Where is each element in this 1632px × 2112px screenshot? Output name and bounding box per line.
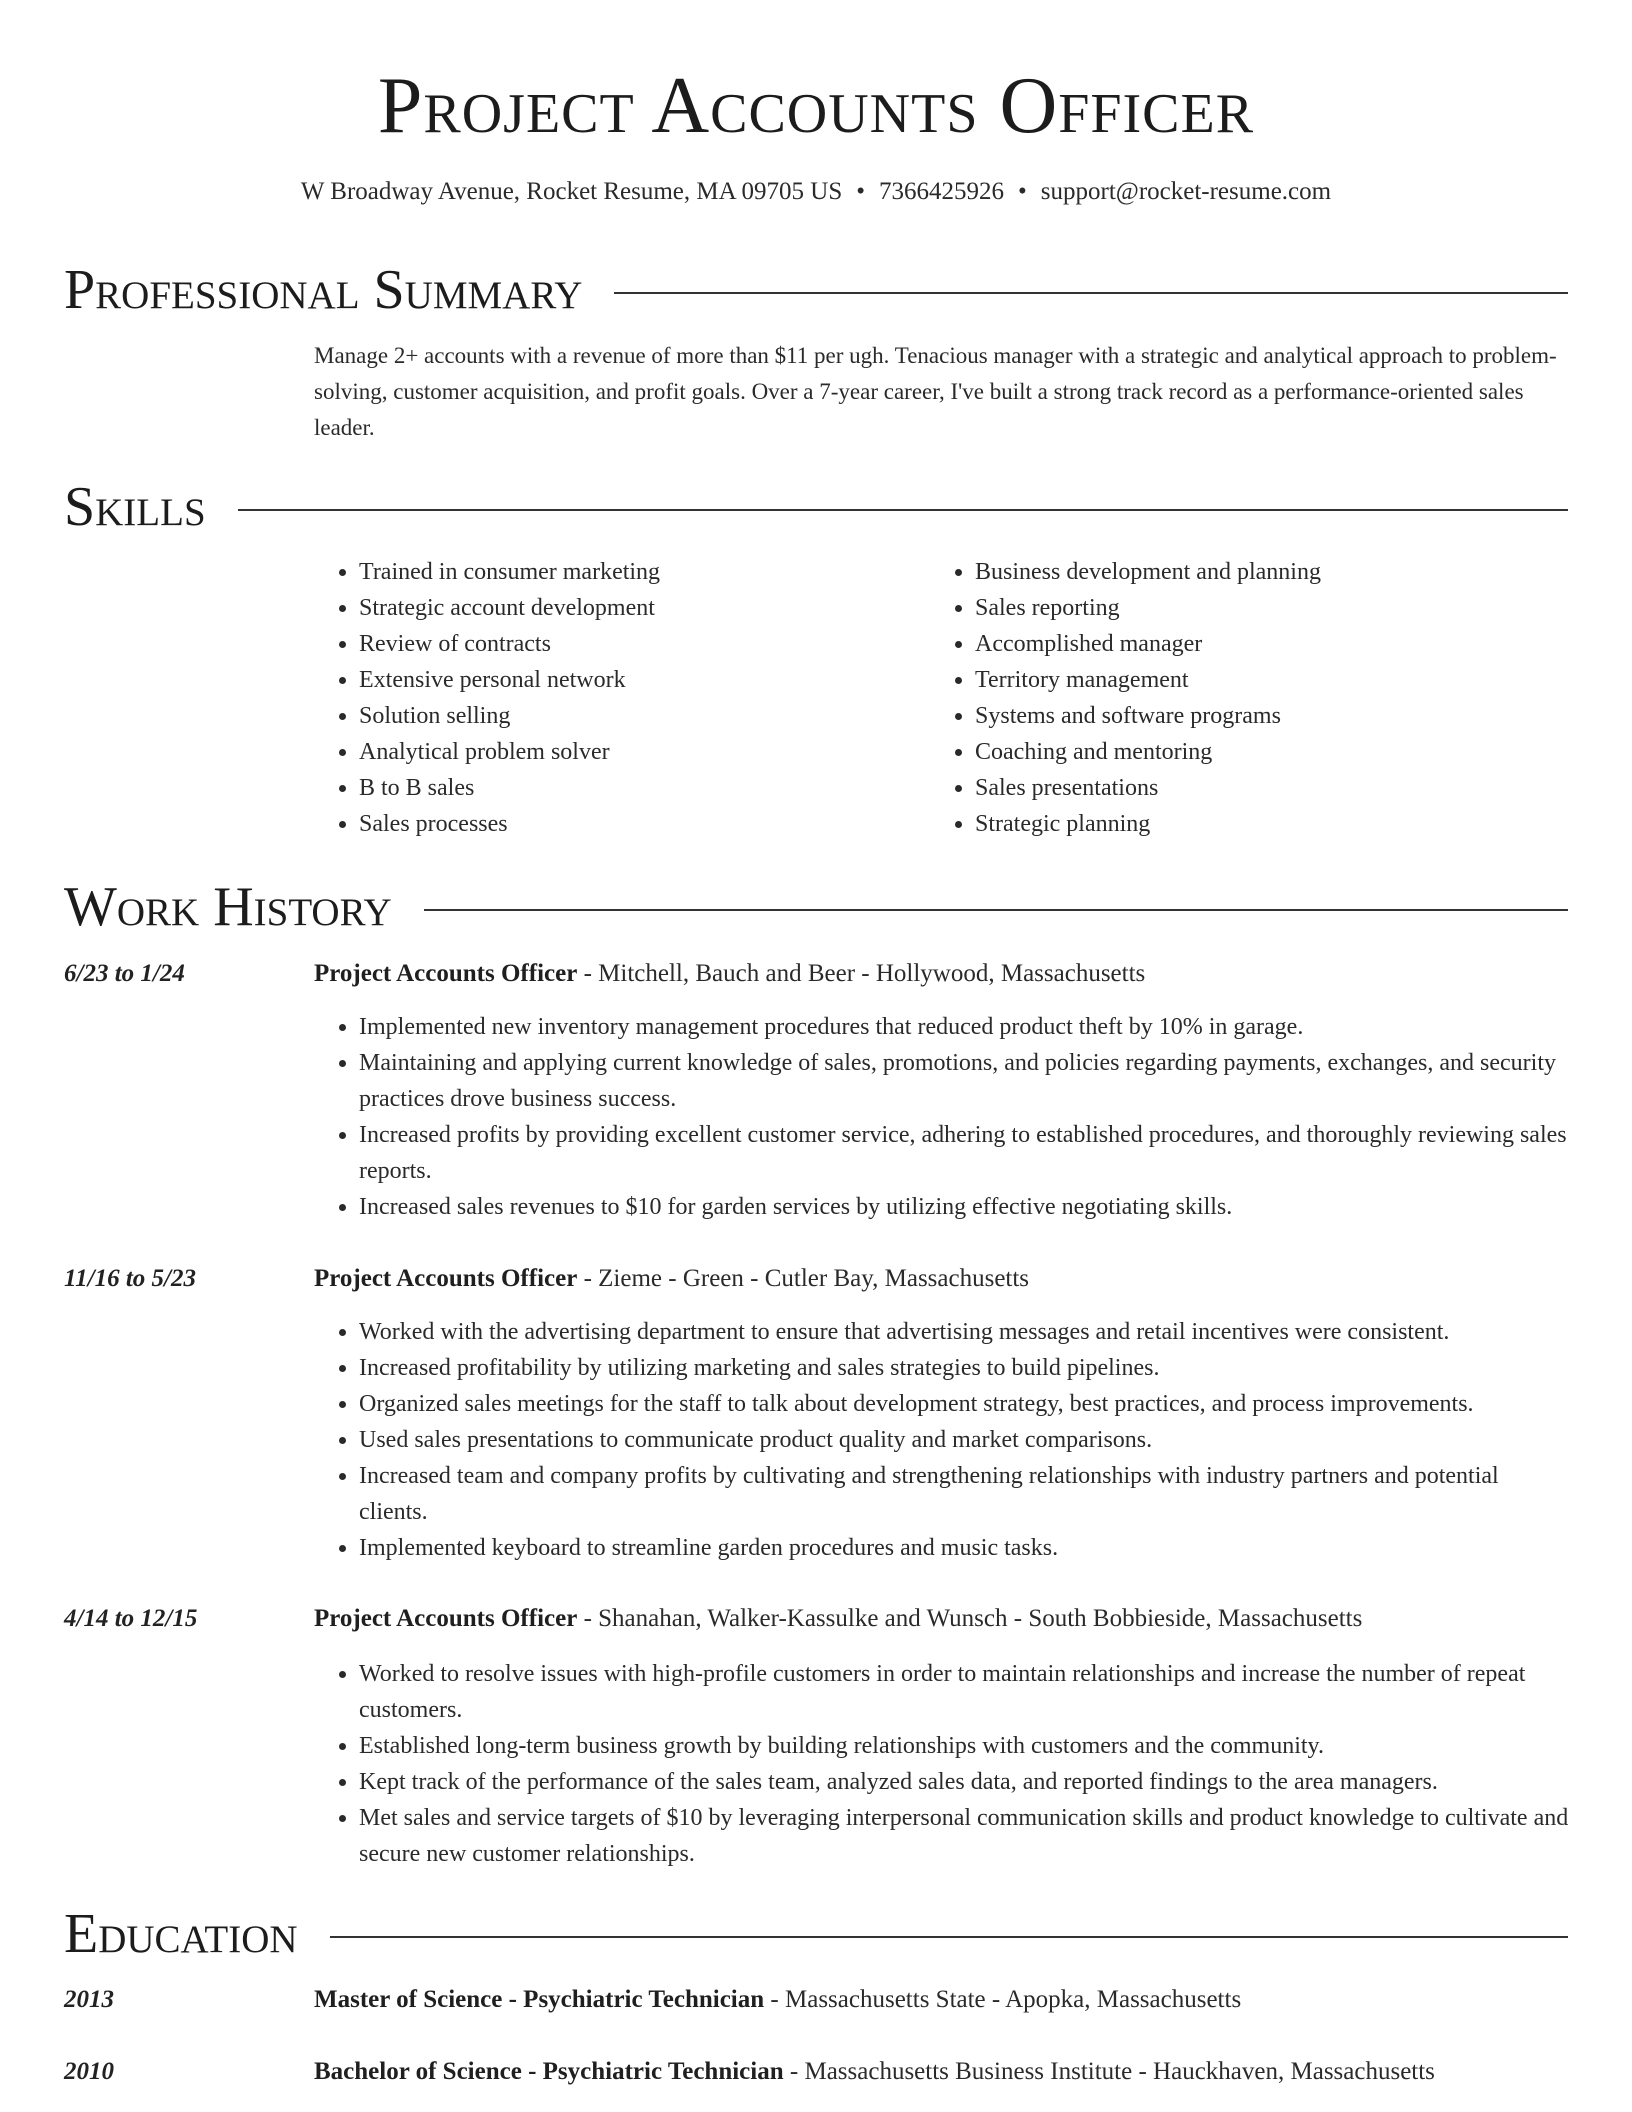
education-section-title: Education	[64, 1903, 298, 1965]
job-bullet: • Used sales presentations to communicate product quality and market comparisons.	[359, 1422, 1570, 1458]
job-title-line	[314, 956, 1570, 992]
job-bullet: • Increased profitability by utilizing marketing and sales strategies to build pipelines.	[359, 1350, 1570, 1386]
summary-text: Manage 2+ accounts with a revenue of more than $11 per ugh. Tenacious manager with a strategic and analytical approach to problem-solving, customer acquisition, and profit goals. Over a 7-year career, I've built a strong track record as a performance-oriented sales leader.	[314, 343, 1557, 440]
section-divider	[330, 1936, 1568, 1938]
skills-section-header	[64, 473, 1568, 541]
skill-item: • Sales presentations	[975, 770, 1595, 806]
resume-name: Project Accounts Officer	[377, 62, 1255, 150]
job-role: Project Accounts Officer	[314, 1605, 578, 1632]
skill-item: • Strategic account development	[359, 590, 919, 626]
job-dates: 11/16 to 5/23	[64, 1265, 196, 1292]
job-role: Project Accounts Officer	[314, 1265, 578, 1292]
skill-item: • Strategic planning	[975, 806, 1595, 842]
contact-email: support@rocket-resume.com	[1040, 178, 1332, 205]
skill-item: • Trained in consumer marketing	[359, 554, 919, 590]
job-bullet: • Maintaining and applying current knowledge of sales, promotions, and policies regarding payments, exchanges, and security practices drove business success.	[359, 1045, 1570, 1117]
skills-list-left	[314, 554, 919, 842]
education-section-header	[64, 1900, 1568, 1968]
work-section-header	[64, 873, 1568, 941]
job-bullets	[314, 1314, 1570, 1566]
skill-item: • Sales processes	[359, 806, 919, 842]
skill-item: • Coaching and mentoring	[975, 734, 1595, 770]
skill-item: • Extensive personal network	[359, 662, 919, 698]
job-bullet: • Worked with the advertising department to ensure that advertising messages and retail incentives were consistent.	[359, 1314, 1570, 1350]
skill-item: • Systems and software programs	[975, 698, 1595, 734]
skill-item: • Analytical problem solver	[359, 734, 919, 770]
contact-separator: •	[856, 178, 866, 205]
education-degree: Master of Science - Psychiatric Technician	[314, 1986, 765, 2013]
job-employer: - Shanahan, Walker-Kassulke and Wunsch - South Bobbieside, Massachusetts	[577, 1605, 1363, 1632]
job-title-line	[314, 1261, 1570, 1297]
job-dates: 6/23 to 1/24	[64, 960, 185, 987]
job-bullet: • Kept track of the performance of the sales team, analyzed sales data, and reported findings to the area managers.	[359, 1764, 1570, 1800]
education-year: 2013	[64, 1986, 114, 2013]
education-school: - Massachusetts State - Apopka, Massachusetts	[764, 1986, 1242, 2013]
work-section-title: Work History	[64, 876, 392, 938]
job-bullet: • Implemented keyboard to streamline garden procedures and music tasks.	[359, 1530, 1570, 1566]
job-title-line	[314, 1601, 1570, 1637]
job-bullet: • Established long-term business growth by building relationships with customers and the community.	[359, 1728, 1570, 1764]
education-school: - Massachusetts Business Institute - Hauckhaven, Massachusetts	[783, 2058, 1435, 2085]
education-year: 2010	[64, 2058, 114, 2085]
skill-item: • B to B sales	[359, 770, 919, 806]
skill-item: • Business development and planning	[975, 554, 1595, 590]
skill-item: • Accomplished manager	[975, 626, 1595, 662]
job-bullet: • Implemented new inventory management procedures that reduced product theft by 10% in garage.	[359, 1009, 1570, 1045]
summary-section-header	[64, 256, 1568, 324]
job-bullet: • Worked to resolve issues with high-profile customers in order to maintain relationships and increase the number of repeat customers.	[359, 1656, 1570, 1728]
skills-section-title: Skills	[64, 476, 206, 538]
section-divider	[238, 509, 1568, 511]
skills-list-right	[930, 554, 1595, 842]
contact-separator: •	[1018, 178, 1027, 205]
summary-section-title: Professional Summary	[64, 259, 583, 321]
job-employer: - Zieme - Green - Cutler Bay, Massachusetts	[577, 1265, 1030, 1292]
job-role: Project Accounts Officer	[314, 960, 578, 987]
job-bullet: • Met sales and service targets of $10 by leveraging interpersonal communication skills and product knowledge to cultivate and secure new customer relationships.	[359, 1800, 1570, 1872]
job-employer: - Mitchell, Bauch and Beer - Hollywood, Massachusetts	[577, 960, 1146, 987]
job-bullet: • Organized sales meetings for the staff to talk about development strategy, best practices, and process improvements.	[359, 1386, 1570, 1422]
education-degree: Bachelor of Science - Psychiatric Technician	[314, 2058, 784, 2085]
job-bullet: • Increased profits by providing excellent customer service, adhering to established procedures, and thoroughly reviewing sales reports.	[359, 1117, 1570, 1189]
contact-phone: 7366425926	[879, 178, 1005, 205]
skill-item: • Sales reporting	[975, 590, 1595, 626]
skill-item: • Solution selling	[359, 698, 919, 734]
job-bullets	[314, 1656, 1570, 1872]
skill-item: • Review of contracts	[359, 626, 919, 662]
job-bullet: • Increased team and company profits by cultivating and strengthening relationships with industry partners and potential clients.	[359, 1458, 1570, 1530]
education-entry	[314, 1982, 1570, 2018]
education-entry	[314, 2054, 1570, 2090]
section-divider	[614, 292, 1568, 294]
contact-address: W Broadway Avenue, Rocket Resume, MA 09705 US	[300, 178, 843, 205]
contact-line	[0, 174, 1632, 210]
section-divider	[424, 909, 1568, 911]
job-dates: 4/14 to 12/15	[64, 1605, 198, 1632]
skill-item: • Territory management	[975, 662, 1595, 698]
job-bullet: • Increased sales revenues to $10 for garden services by utilizing effective negotiating skills.	[359, 1189, 1570, 1225]
job-bullets	[314, 1009, 1570, 1225]
